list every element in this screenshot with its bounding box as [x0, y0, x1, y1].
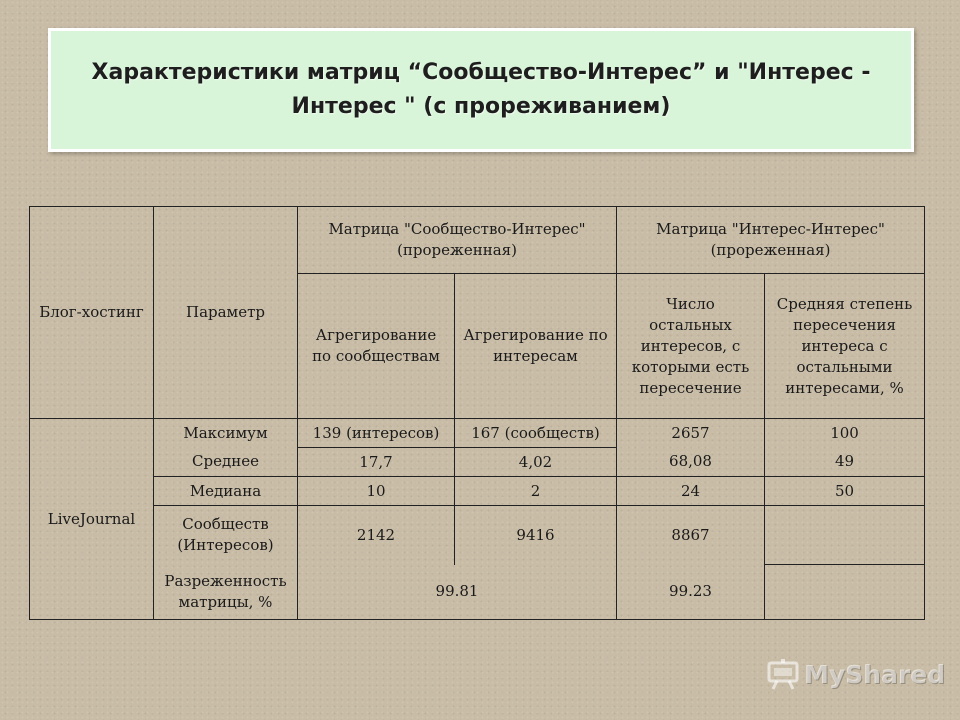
sparsity-value-community-interest: 99.81: [298, 565, 617, 620]
empty-cell: [765, 565, 925, 620]
header-blog-hosting: Блог-хостинг: [30, 207, 154, 419]
title-line-2: Интерес " (с прореживанием): [291, 94, 671, 119]
value-cell: 24: [617, 477, 765, 506]
param-cell: Среднее: [154, 448, 298, 477]
slide-title: [86, 56, 876, 124]
characteristics-table: [29, 206, 925, 620]
value-cell: 100: [765, 419, 925, 448]
value-cell: [765, 506, 925, 565]
presentation-board-icon: [766, 657, 800, 691]
table-row: [30, 506, 925, 565]
watermark-logo: [766, 654, 945, 694]
value-cell: 2657: [617, 419, 765, 448]
title-line-1: Характеристики матриц “Сообщество-Интерес” и "Интерес -: [91, 60, 871, 85]
value-cell: 2: [455, 477, 617, 506]
table-row: [30, 448, 925, 477]
header-row-1: [30, 207, 925, 274]
param-cell: Сообществ (Интересов): [154, 506, 298, 565]
header-matrix-interest-interest: Матрица "Интерес-Интерес" (прореженная): [617, 207, 925, 274]
title-box: [48, 28, 914, 152]
table-row: [30, 565, 925, 620]
param-cell: Разреженность матрицы, %: [154, 565, 298, 620]
value-cell: 10: [298, 477, 455, 506]
value-cell: 139 (интересов): [298, 419, 455, 448]
value-cell: 17,7: [298, 448, 455, 477]
header-intersections-count: Число остальных интересов, с которыми есть пересечение: [617, 274, 765, 419]
table-row: [30, 419, 925, 448]
header-aggregation-interests: Агрегирование по интересам: [455, 274, 617, 419]
value-cell: 167 (сообществ): [455, 419, 617, 448]
header-matrix-community-interest: Матрица "Сообщество-Интерес" (прореженная): [298, 207, 617, 274]
value-cell: 9416: [455, 506, 617, 565]
param-cell: Максимум: [154, 419, 298, 448]
header-avg-intersection-degree: Средняя степень пересечения интереса с остальными интересами, %: [765, 274, 925, 419]
value-cell: 8867: [617, 506, 765, 565]
sparsity-value-interest-interest: 99.23: [617, 565, 765, 620]
value-cell: 68,08: [617, 448, 765, 477]
value-cell: 2142: [298, 506, 455, 565]
param-cell: Медиана: [154, 477, 298, 506]
blog-hosting-cell: LiveJournal: [30, 419, 154, 620]
header-aggregation-communities: Агрегирование по сообществам: [298, 274, 455, 419]
watermark-text: MyShared: [804, 659, 946, 689]
header-parameter: Параметр: [154, 207, 298, 419]
table-row: [30, 477, 925, 506]
value-cell: 49: [765, 448, 925, 477]
value-cell: 4,02: [455, 448, 617, 477]
value-cell: 50: [765, 477, 925, 506]
